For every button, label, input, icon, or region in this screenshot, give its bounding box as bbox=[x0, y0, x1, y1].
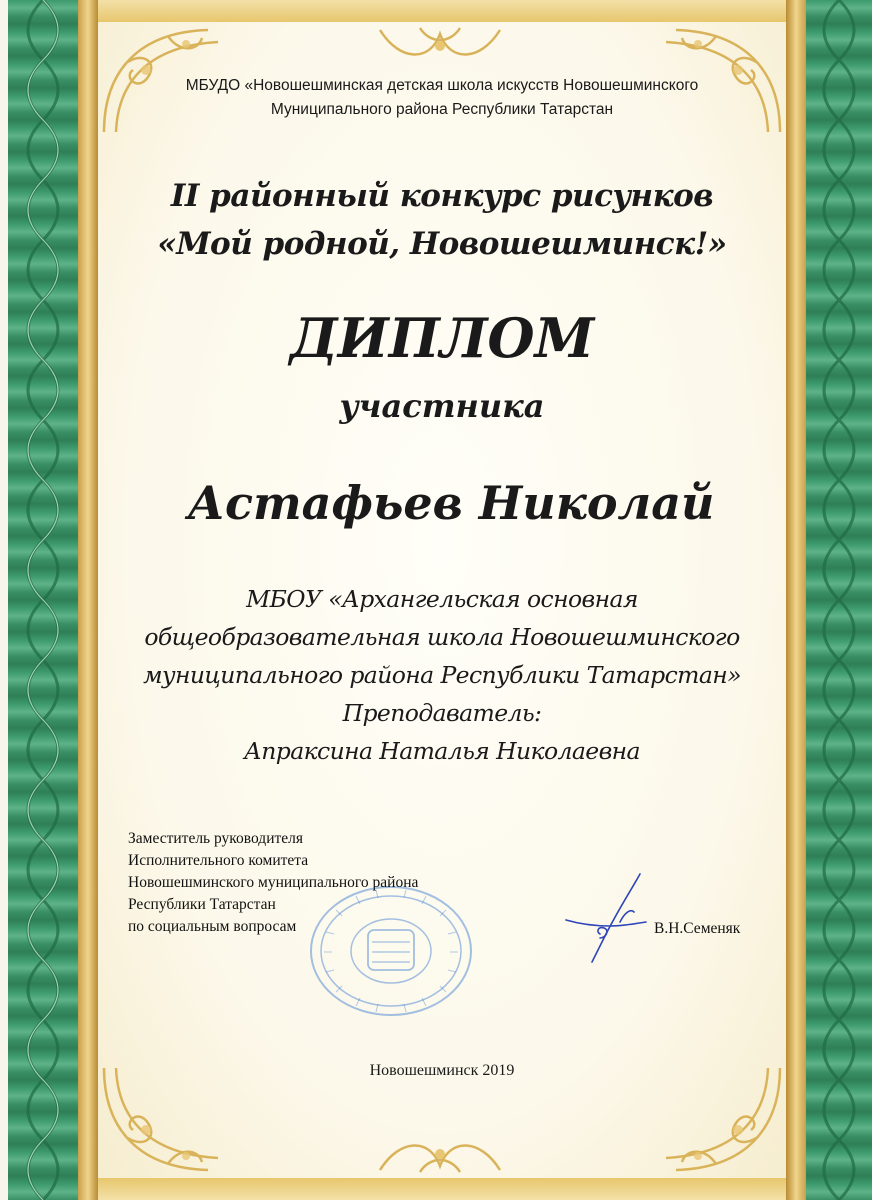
organization-line-1: МБУДО «Новошешминская детская школа искусств Новошешминского bbox=[185, 77, 699, 94]
school-block bbox=[98, 580, 786, 770]
bottom-center-ornament bbox=[370, 1128, 510, 1178]
recipient-name: Астафьев Николай bbox=[187, 476, 715, 530]
teacher-name: Апраксина Наталья Николаевна bbox=[244, 737, 640, 765]
footer-city-year: Новошешминск 2019 bbox=[369, 1062, 515, 1079]
top-gold-border bbox=[98, 0, 786, 22]
school-line-2: общеобразовательная школа Новошешминского bbox=[144, 623, 740, 651]
school-line-3: муниципального района Республики Татарстан» bbox=[143, 661, 741, 689]
signatory-line-2: Исполнительного комитета bbox=[128, 852, 309, 869]
right-gold-border bbox=[786, 0, 806, 1200]
signatory-block bbox=[128, 828, 418, 938]
organization-header bbox=[98, 74, 786, 122]
left-gold-border bbox=[78, 0, 98, 1200]
contest-title bbox=[98, 172, 786, 268]
signatory-line-1: Заместитель руководителя bbox=[128, 830, 304, 847]
right-knot-pattern bbox=[814, 0, 864, 1200]
teacher-label: Преподаватель: bbox=[342, 699, 542, 727]
signatory-line-3: Новошешминского муниципального района bbox=[128, 874, 419, 891]
diploma-subtitle: участника bbox=[339, 387, 545, 425]
contest-line-2: «Мой родной, Новошешминск!» bbox=[157, 226, 727, 262]
bottom-gold-border bbox=[98, 1178, 786, 1200]
signatory-line-5: по социальным вопросам bbox=[128, 918, 297, 935]
contest-line-1: II районный конкурс рисунков bbox=[170, 178, 714, 214]
organization-line-2: Муниципального района Республики Татарстан bbox=[270, 101, 614, 118]
top-center-ornament bbox=[370, 22, 510, 72]
signatory-line-4: Республики Татарстан bbox=[128, 896, 276, 913]
signatory-name: В.Н.Семеняк bbox=[654, 920, 741, 937]
left-knot-pattern bbox=[18, 0, 68, 1200]
school-line-1: МБОУ «Архангельская основная bbox=[246, 585, 638, 613]
diploma-title: ДИПЛОМ bbox=[289, 306, 595, 370]
signature bbox=[560, 868, 660, 968]
